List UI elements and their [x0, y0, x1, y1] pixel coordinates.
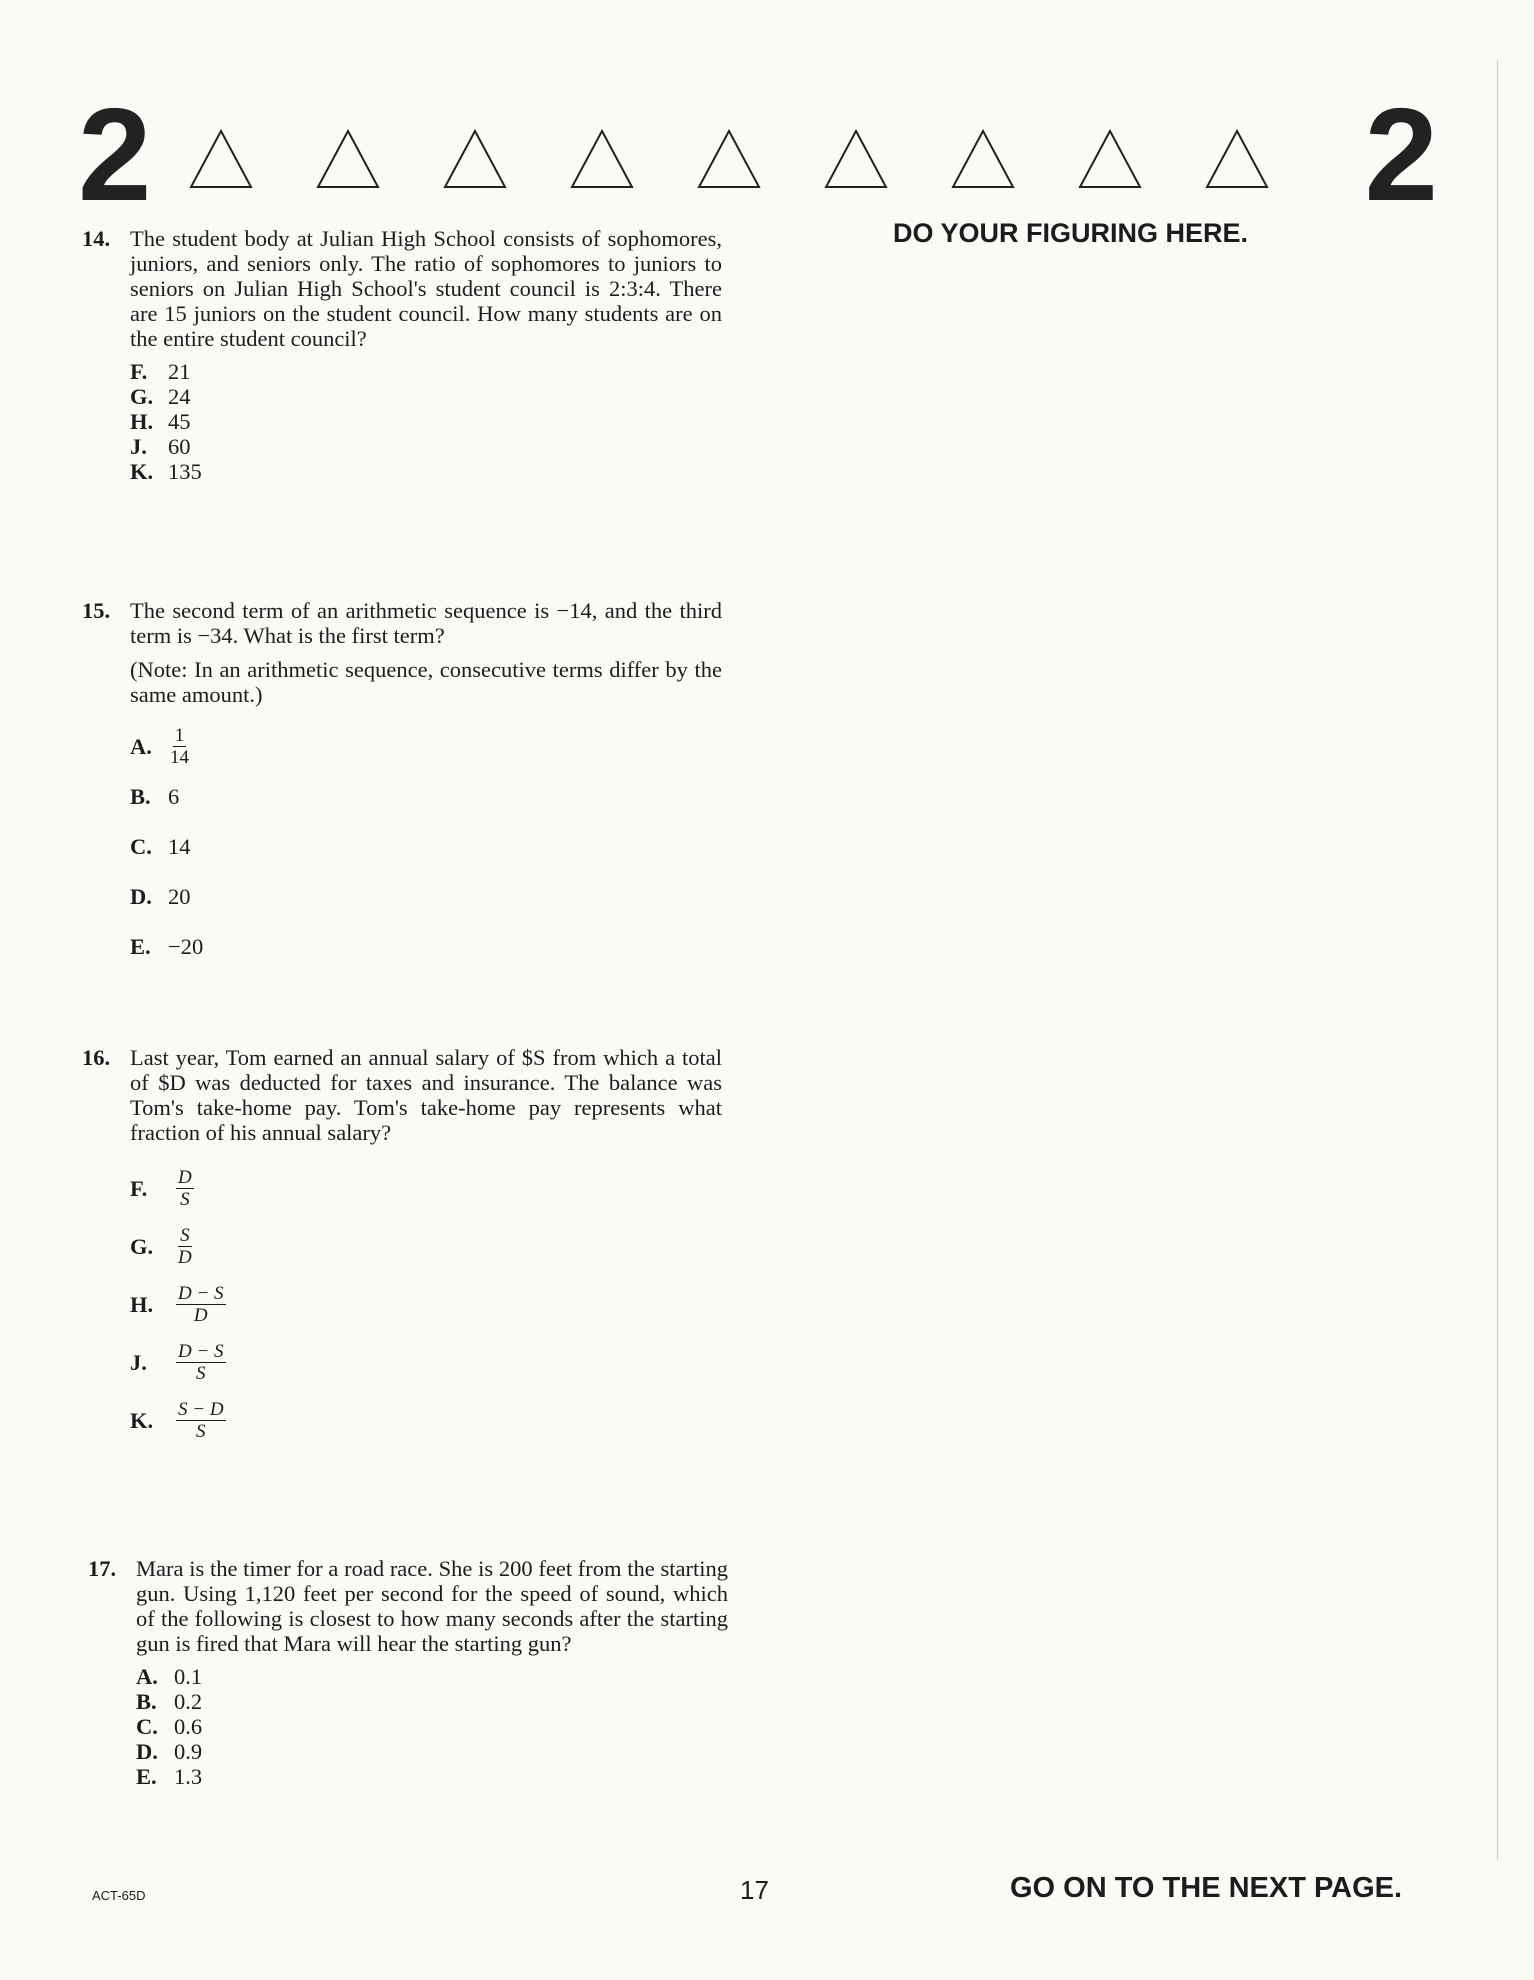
section-number-left: 2 [78, 81, 152, 228]
option-fraction [176, 1399, 226, 1442]
fraction-numerator: S − D [178, 1398, 224, 1420]
triangle-icon [1077, 128, 1143, 190]
triangle-icon [569, 128, 635, 190]
option-letter: G. [130, 384, 154, 409]
option-letter: C. [130, 833, 152, 859]
option-letter: F. [130, 359, 148, 384]
question-text: Mara is the timer for a road race. She is 200 feet from the starting gun. Using 1,120 feet per second for the speed of sound, which of the following is closest to how many seconds after the starting gun is fired that Mara will hear the starting gun? [136, 1556, 728, 1656]
option-fraction [176, 1225, 194, 1268]
option-letter: B. [136, 1689, 157, 1714]
fraction-numerator: D − S [178, 1282, 224, 1304]
fraction-denominator: S [180, 1188, 190, 1210]
answer-option[interactable] [130, 459, 722, 484]
answer-options [130, 721, 722, 971]
option-value: 24 [168, 384, 191, 409]
option-letter: D. [130, 883, 152, 909]
page-margin-line [1497, 60, 1498, 1860]
next-page-instruction: GO ON TO THE NEXT PAGE. [1010, 1872, 1403, 1904]
option-letter: G. [130, 1233, 154, 1259]
question-note: (Note: In an arithmetic sequence, consecutive terms differ by the same amount.) [130, 657, 722, 707]
option-value: 6 [168, 783, 180, 809]
section-header [78, 81, 1438, 228]
option-letter: C. [136, 1714, 158, 1739]
answer-option[interactable] [130, 1275, 722, 1333]
option-value: 45 [168, 409, 191, 434]
answer-option[interactable] [130, 434, 722, 459]
option-letter: D. [136, 1739, 158, 1764]
fraction-denominator: D [193, 1304, 208, 1326]
figuring-label: DO YOUR FIGURING HERE. [893, 218, 1249, 248]
question-text: The second term of an arithmetic sequence is −14, and the third term is −34. What is the first term? [130, 598, 722, 648]
answer-option[interactable] [130, 1391, 722, 1449]
option-value: 21 [168, 359, 191, 384]
answer-options [130, 1159, 722, 1449]
triangle-icon [696, 128, 762, 190]
option-letter: E. [136, 1764, 157, 1789]
page-number: 17 [740, 1875, 769, 1905]
answer-option[interactable] [130, 1159, 722, 1217]
option-letter: J. [130, 434, 147, 459]
option-letter: A. [130, 733, 152, 759]
option-letter: H. [130, 1291, 154, 1317]
question-15 [82, 598, 722, 971]
triangle-icon [442, 128, 508, 190]
answer-option[interactable] [136, 1739, 728, 1764]
option-fraction [168, 725, 191, 768]
option-value: 0.6 [174, 1714, 203, 1739]
option-value: 20 [168, 883, 191, 909]
answer-options [130, 359, 722, 484]
fraction-numerator: D − S [178, 1340, 224, 1362]
answer-option[interactable] [130, 771, 722, 821]
option-value: 0.1 [174, 1664, 203, 1689]
triangle-icon [823, 128, 889, 190]
fraction-denominator: 14 [170, 746, 189, 768]
option-fraction [176, 1283, 226, 1326]
triangle-icon [315, 128, 381, 190]
fraction-numerator: D [178, 1166, 192, 1188]
answer-option[interactable] [130, 871, 722, 921]
question-number: 16. [82, 1045, 111, 1070]
option-letter: E. [130, 933, 151, 959]
question-number: 14. [82, 226, 111, 251]
triangle-icon [188, 128, 254, 190]
option-fraction [176, 1341, 226, 1384]
answer-option[interactable] [136, 1764, 728, 1789]
fraction-denominator: S [196, 1420, 206, 1442]
question-number: 15. [82, 598, 111, 623]
fraction-numerator: S [180, 1224, 190, 1246]
answer-option[interactable] [130, 1333, 722, 1391]
fraction-denominator: D [178, 1246, 192, 1268]
option-letter: J. [130, 1349, 147, 1375]
answer-option[interactable] [130, 821, 722, 871]
answer-option[interactable] [130, 409, 722, 434]
answer-option[interactable] [136, 1689, 728, 1714]
option-value: 135 [168, 459, 202, 484]
answer-option[interactable] [136, 1714, 728, 1739]
option-value: 14 [168, 833, 191, 859]
answer-option[interactable] [130, 359, 722, 384]
option-letter: K. [130, 1407, 154, 1433]
option-letter: A. [136, 1664, 158, 1689]
question-text: The student body at Julian High School consists of sophomores, juniors, and seniors only. The ratio of sophomores to juniors to seniors on Julian High School's student council is 2:3:4. There are 15 juniors on the student council. How many students are on the entire student council? [130, 226, 722, 351]
option-letter: B. [130, 783, 151, 809]
option-value: −20 [168, 933, 204, 959]
option-value: 0.9 [174, 1739, 203, 1764]
option-fraction [176, 1167, 194, 1210]
question-text: Last year, Tom earned an annual salary of $S from which a total of $D was deducted for taxes and insurance. The balance was Tom's take-home pay. Tom's take-home pay represents what fraction of his annual salary? [130, 1045, 722, 1145]
answer-option[interactable] [130, 721, 722, 771]
question-17 [88, 1556, 728, 1789]
option-letter: H. [130, 409, 154, 434]
option-value: 1.3 [174, 1764, 203, 1789]
option-value: 0.2 [174, 1689, 203, 1714]
fraction-numerator: 1 [174, 724, 185, 746]
question-14 [82, 226, 722, 484]
option-value: 60 [168, 434, 191, 459]
answer-option[interactable] [130, 1217, 722, 1275]
question-16 [82, 1045, 722, 1449]
option-letter: F. [130, 1175, 148, 1201]
answer-option[interactable] [130, 384, 722, 409]
option-letter: K. [130, 459, 154, 484]
section-number-right: 2 [1364, 81, 1438, 228]
answer-options [136, 1664, 728, 1789]
answer-option[interactable] [136, 1664, 728, 1689]
triangle-icon [1204, 128, 1270, 190]
question-number: 17. [88, 1556, 117, 1581]
form-code: ACT-65D [92, 1888, 146, 1903]
answer-option[interactable] [130, 921, 722, 971]
triangle-icon [950, 128, 1016, 190]
fraction-denominator: S [196, 1362, 206, 1384]
